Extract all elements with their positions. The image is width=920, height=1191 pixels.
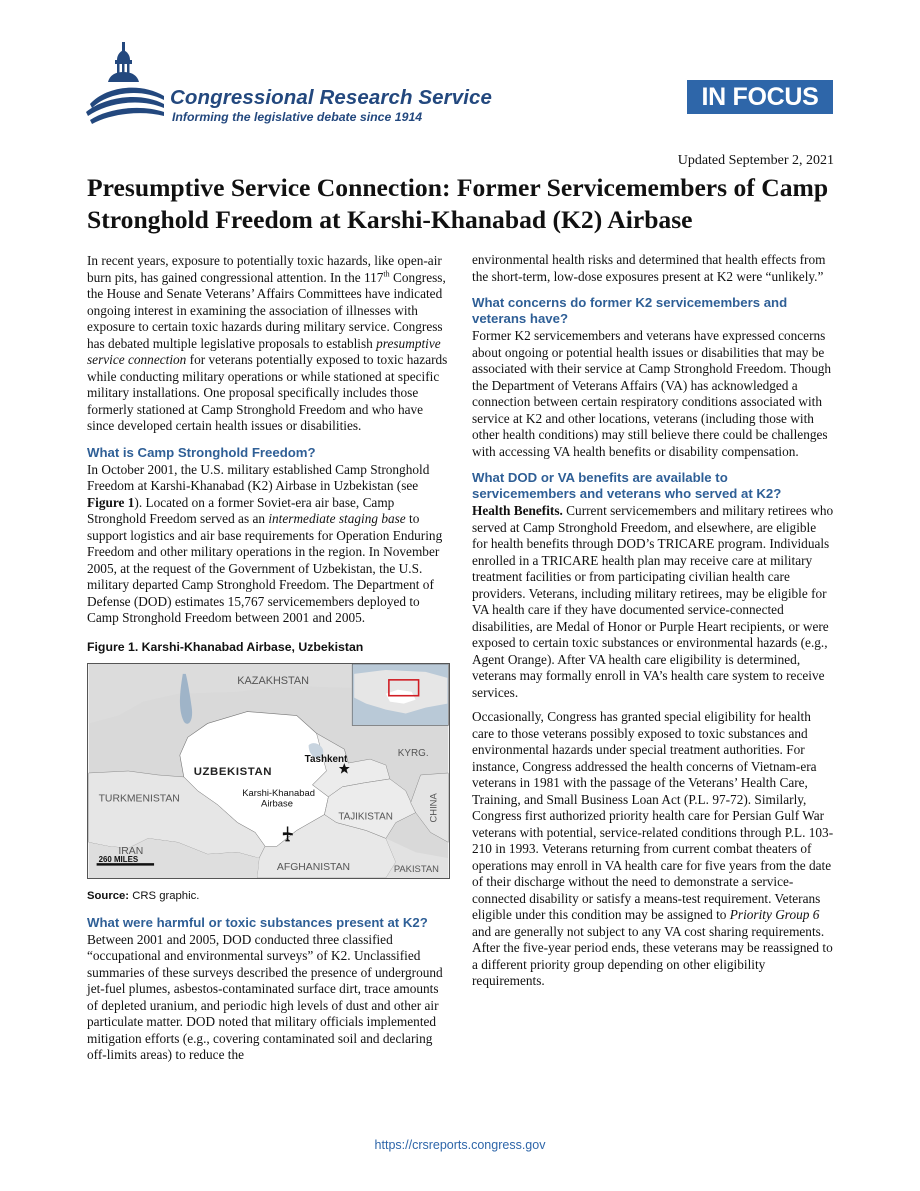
- org-name: Congressional Research Service: [170, 86, 493, 109]
- capitol-dome-logo-icon: [86, 42, 164, 126]
- toxic-paragraph-continued: environmental health risks and determined that health effects from the short-term, low-dose exposures present at K2 were “unlikely.”: [472, 252, 826, 284]
- figure-reference: Figure 1: [87, 494, 135, 510]
- uzbekistan-map: [87, 663, 450, 879]
- map-scale-label: 260 MILES: [98, 855, 139, 865]
- section-heading-toxic: What were harmful or toxic substances present at K2?: [87, 914, 428, 930]
- figure-caption: Figure 1. Karshi-Khanabad Airbase, Uzbekistan: [87, 639, 364, 654]
- footer-url[interactable]: https://crsreports.congress.gov: [374, 1138, 546, 1152]
- toxic-paragraph: Between 2001 and 2005, DOD conducted three classified “occupational and environmental surveys” of K2. Unclassified summaries of these surveys described the presence of underground jet-fuel plumes, asbestos-contaminated surface dirt, trace amounts of depleted uranium, and periodic high levels of dust and other air particulate matter. DOD noted that military officials implemented mitigation efforts (e.g., covering contaminated soil and declaring off-limits areas) to reduce the: [87, 931, 443, 1062]
- map-label-afghanistan: AFGHANISTAN: [276, 862, 351, 874]
- concerns-paragraph: Former K2 servicemembers and veterans have expressed concerns about ongoing or potential health issues or disabilities that may be associated with their service at Camp Stronghold Freedom. Though the Department of Veterans Affairs (VA) has acknowledged a connection between certain respiratory conditions associated with service at K2 and other locations, veterans (including those with other health conditions) may still believe there could be challenges with accessing VA health benefits or disability compensation.: [472, 328, 832, 459]
- right-column: [472, 252, 834, 998]
- map-label-kazakhstan: KAZAKHSTAN: [237, 674, 310, 687]
- map-label-uzbekistan: UZBEKISTAN: [193, 765, 273, 778]
- figure-source: Source: CRS graphic.: [87, 890, 200, 902]
- benefits-paragraph-1: Health Benefits. Current servicemembers and military retirees who served at Camp Stronghold Freedom, and elsewhere, are eligible for health benefits through DOD’s TRICARE program. Individuals enrolled in a TRICARE health plan may receive care at military treatment facilities or from participating civilian health care providers. Veterans, including military retirees, may be eligible for VA health care if they have documented service-connected disabilities, are Medal of Honor or Purple Heart recipients, or were exposed to certain toxic substances or environmental hazards (e.g., Agent Orange). After VA health care eligibility is determined, veterans may formally enroll in VA’s health care system to receive services.: [472, 503, 834, 700]
- map-label-china: CHINA: [427, 793, 439, 823]
- map-label-tashkent: Tashkent: [304, 754, 348, 766]
- camp-paragraph: In October 2001, the U.S. military established Camp Stronghold Freedom at Karshi-Khanabad (K2) Airbase in Uzbekistan (see Figure 1). Located on a former Soviet-era air base, Camp Stronghold Freedom served as an intermediate staging base to support logistics and air base requirements for Operation Enduring Freedom and other military operations in the region. In November 2005, at the request of the Government of Uzbekistan, the U.S. military departed Camp Stronghold Freedom. The Department of Defense (DOD) estimates 15,767 servicemembers deployed to Camp Stronghold Freedom between 2001 and 2005.: [87, 461, 443, 625]
- section-heading-camp: What is Camp Stronghold Freedom?: [87, 444, 316, 460]
- map-label-k2-line1: Karshi-Khanabad: [242, 786, 315, 798]
- map-label-tajikistan: TAJIKISTAN: [338, 811, 393, 823]
- org-tagline: Informing the legislative debate since 1914: [172, 110, 423, 124]
- map-label-turkmenistan: TURKMENISTAN: [98, 793, 180, 805]
- section-heading-concerns: What concerns do former K2 servicemembers and veterans have?: [472, 295, 788, 326]
- intro-paragraph: In recent years, exposure to potentially toxic hazards, like open-air burn pits, has gained congressional attention. In the 117th Congress, the House and Senate Veterans’ Affairs Committees have indicated ongoing interest in examining the association of illnesses with exposure to certain toxic hazards during military service. Congress has debated multiple legislative proposals to establish presumptive service connection for veterans potentially exposed to toxic hazards while conducting military operations or while stationed at specific military installations. One proposal specifically includes those formerly stationed at Camp Stronghold Freedom and who have since developed certain health issues or disabilities.: [87, 253, 448, 433]
- in-focus-badge: IN FOCUS: [687, 80, 833, 114]
- section-heading-benefits: What DOD or VA benefits are available to servicemembers and veterans who served at K2?: [472, 470, 782, 501]
- benefits-paragraph-2: Occasionally, Congress has granted special eligibility for health care to those veterans possibly exposed to toxic substances and environmental hazards under special treatment authorities. For instance, Congress addressed the health concerns of Vietnam-era veterans in 1981 with the passage of the Veterans’ Health Care, Training, and Small Business Loan Act (P.L. 97-72). Similarly, Congress first authorized priority health care for Persian Gulf War veterans with potential, service-related conditions through P.L. 103-210 in 1993. Veterans returning from current combat theaters of operations may enroll in VA health care for five years from the date of their discharge without the need to demonstrate a service-connected disability or satisfy a means-test requirement. Veterans eligible under this condition may be assigned to Priority Group 6 and are generally not subject to any VA cost sharing requirements. After the five-year period ends, these veterans may be reassigned to a different priority group depending on other eligibility requirements.: [472, 709, 834, 988]
- page-title: Presumptive Service Connection: Former Servicemembers of Camp Stronghold Freedom at Karshi-Khanabad (K2) Airbase: [87, 173, 829, 234]
- left-column: [87, 253, 452, 1072]
- map-label-kyrgyzstan: KYRG.: [397, 748, 429, 760]
- map-label-pakistan: PAKISTAN: [393, 863, 439, 875]
- map-label-k2-line2: Airbase: [261, 797, 293, 809]
- map-label-iran: IRAN: [118, 846, 144, 858]
- page-header: [0, 0, 920, 140]
- updated-date: Updated September 2, 2021: [677, 153, 834, 168]
